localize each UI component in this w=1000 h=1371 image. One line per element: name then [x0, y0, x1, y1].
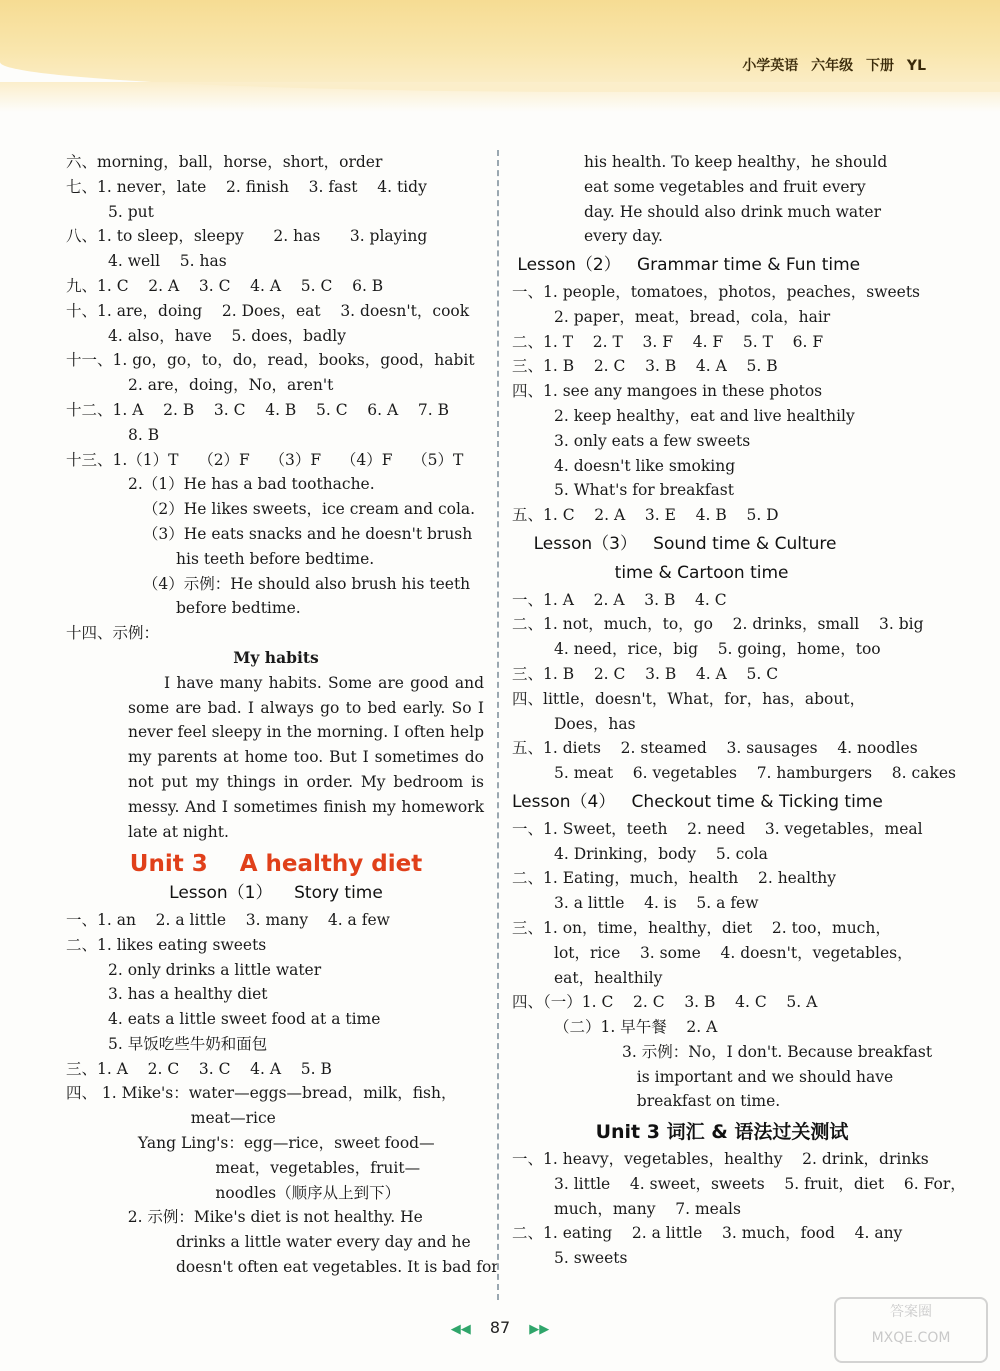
left2-line: meat，vegetables，fruit— — [176, 1158, 421, 1177]
right-line: 二、1. eating 2. a little 3. much，food 4. any — [512, 1224, 903, 1243]
left2-line: 3. has a healthy diet — [108, 985, 268, 1004]
right-line: 三、1. B 2. C 3. B 4. A 5. C — [512, 664, 779, 683]
left2-line: 2. 示例：Mike's diet is not healthy. He — [108, 1208, 423, 1227]
right-line: his health. To keep healthy，he should — [584, 153, 888, 171]
left-line: 八、1. to sleep，sleepy 2. has 3. playing — [66, 227, 428, 246]
essay-body — [128, 671, 484, 845]
left-line: before bedtime. — [176, 599, 301, 618]
left-line: （3）He eats snacks and he doesn't brush — [138, 524, 473, 543]
right-column — [512, 150, 966, 1271]
page-number: 87 — [489, 1318, 511, 1337]
right-line: 四、little，doesn't，What，for，has，about， — [512, 689, 866, 708]
right-answers — [512, 150, 966, 1271]
right-line: 5. sweets — [554, 1249, 628, 1268]
right-line: time & Cartoon time — [512, 562, 789, 583]
right-line: （二）1. 早午餐 2. A — [554, 1018, 718, 1037]
left2-line: 四、 1. Mike's：water—eggs—bread，milk，fish， — [66, 1084, 457, 1103]
right-line: much，many 7. meals — [554, 1199, 741, 1218]
unit-title: Unit 3 A healthy diet — [129, 851, 423, 878]
essay-text: I have many habits. Some are good and some are bad. I always go to bed early. So I never feel sleepy in the morning. I often help my parents at home too. But I sometimes do not put my things in order. My bedroom is messy. And I sometimes finish my homework late at night. — [128, 673, 484, 841]
right-line: Lesson（3） Sound time & Culture — [512, 533, 837, 554]
right-line: Lesson（2） Grammar time & Fun time — [512, 255, 861, 276]
left-line: 2.（1）He has a bad toothache. — [128, 475, 375, 494]
right-line: eat，healthily — [554, 968, 663, 987]
left2-line: Yang Ling's：egg—rice，sweet food— — [128, 1134, 435, 1153]
right-line: 一、1. Sweet，teeth 2. need 3. vegetables，meal — [512, 819, 923, 838]
right-line: 3. only eats a few sweets — [554, 431, 751, 450]
left-line: 七、1. never，late 2. finish 3. fast 4. tidy — [66, 177, 427, 196]
left-answers-2 — [66, 908, 499, 1280]
right-line: 五、1. C 2. A 3. E 4. B 5. D — [512, 506, 779, 525]
right-line: 4. Drinking，body 5. cola — [554, 844, 768, 863]
left2-line: noodles（顺序从上到下） — [176, 1183, 401, 1202]
column-divider — [497, 150, 499, 1300]
right-line: 2. keep healthy，eat and live healthily — [554, 406, 855, 425]
left-line: 8. B — [128, 425, 160, 444]
right-line: 四、（一）1. C 2. C 3. B 4. C 5. A — [512, 993, 818, 1012]
left-line: （4）示例：He should also brush his teeth — [138, 574, 471, 593]
right-line: 3. 示例：No，I don't. Because breakfast — [622, 1042, 933, 1061]
right-line: is important and we should have — [622, 1067, 894, 1086]
left-line: 十三、1.（1）T （2）F （3）F （4）F （5）T — [66, 450, 464, 469]
left2-line: drinks a little water every day and he — [176, 1233, 471, 1252]
right-line: 五、1. diets 2. steamed 3. sausages 4. noodles — [512, 739, 918, 758]
left-line: 十一、1. go，go，to，do，read，books，good，habit — [66, 351, 475, 370]
left2-line: 5. 早饭吃些牛奶和面包 — [108, 1034, 268, 1053]
left-line: 九、1. C 2. A 3. C 4. A 5. C 6. B — [66, 276, 384, 295]
right-line: 三、1. B 2. C 3. B 4. A 5. B — [512, 357, 778, 376]
left-line: 4. well 5. has — [108, 252, 227, 271]
right-line: 四、1. see any mangoes in these photos — [512, 382, 823, 401]
right-line: 二、1. T 2. T 3. F 4. F 5. T 6. F — [512, 332, 824, 351]
left-line: 十四、示例： — [66, 624, 160, 643]
left-line: （2）He likes sweets，ice cream and cola. — [138, 500, 476, 519]
watermark-logo: 答案圈 MXQE.COM — [834, 1297, 988, 1363]
right-line: day. He should also drink much water — [584, 202, 881, 221]
right-line: 二、1. Eating，much，health 2. healthy — [512, 869, 837, 888]
left-line: 十二、1. A 2. B 3. C 4. B 5. C 6. A 7. B — [66, 400, 450, 419]
right-line: 4. doesn't like smoking — [554, 456, 736, 475]
left-line: his teeth before bedtime. — [176, 549, 375, 568]
left-column — [66, 150, 499, 1280]
essay-title: My habits — [233, 647, 319, 667]
right-line: 5. What's for breakfast — [554, 481, 734, 500]
left2-line: 2. only drinks a little water — [108, 960, 322, 979]
right-line: 一、1. A 2. A 3. B 4. C — [512, 590, 727, 609]
right-line: Does，has — [554, 714, 636, 733]
right-line: 4. need，rice，big 5. going，home，too — [554, 640, 881, 659]
right-line: 二、1. not，much，to，go 2. drinks，small 3. big — [512, 615, 924, 634]
left-line: 六、morning，ball，horse，short，order — [66, 153, 383, 171]
right-line: 3. a little 4. is 5. a few — [554, 894, 759, 913]
right-line: lot，rice 3. some 4. doesn't，vegetables， — [554, 943, 913, 962]
left2-line: 一、1. an 2. a little 3. many 4. a few — [66, 910, 390, 929]
right-line: eat some vegetables and fruit every — [584, 177, 866, 196]
book-info: 小学英语 六年级 下册 YL — [742, 58, 926, 74]
left-line: 十、1. are，doing 2. Does，eat 3. doesn't，cook — [66, 301, 470, 320]
left2-line: meat—rice — [176, 1109, 276, 1128]
right-line: every day. — [584, 227, 663, 246]
left2-line: doesn't often eat vegetables. It is bad for — [176, 1258, 499, 1277]
right-line: Lesson（4） Checkout time & Ticking time — [512, 791, 883, 812]
right-line: breakfast on time. — [622, 1092, 781, 1111]
left2-line: 三、1. A 2. C 3. C 4. A 5. B — [66, 1059, 332, 1078]
header-banner — [0, 0, 1000, 92]
left-line: 4. also，have 5. does，badly — [108, 326, 346, 345]
prev-arrows-icon: ◀◀ — [450, 1322, 471, 1337]
left2-line: 二、1. likes eating sweets — [66, 935, 267, 954]
left2-line: 4. eats a little sweet food at a time — [108, 1010, 381, 1029]
right-line: 三、1. on，time，healthy，diet 2. too，much， — [512, 918, 891, 937]
right-line: 一、1. people，tomatoes，photos，peaches，sweets — [512, 282, 921, 301]
left-line: 2. are，doing，No，aren't — [128, 376, 334, 395]
right-line: 3. little 4. sweet，sweets 5. fruit，diet 6. For， — [554, 1174, 966, 1193]
next-arrows-icon: ▶▶ — [529, 1322, 550, 1337]
right-line: Unit 3 词汇 & 语法过关测试 — [595, 1121, 849, 1144]
left-answers — [66, 150, 486, 646]
right-line: 2. paper，meat，bread，cola，hair — [554, 307, 831, 326]
right-line: 一、1. heavy，vegetables，healthy 2. drink，drinks — [512, 1150, 929, 1169]
lesson-1-title: Lesson（1） Story time — [169, 883, 383, 904]
left-line: 5. put — [108, 202, 154, 221]
right-line: 5. meat 6. vegetables 7. hamburgers 8. cakes — [554, 764, 956, 783]
